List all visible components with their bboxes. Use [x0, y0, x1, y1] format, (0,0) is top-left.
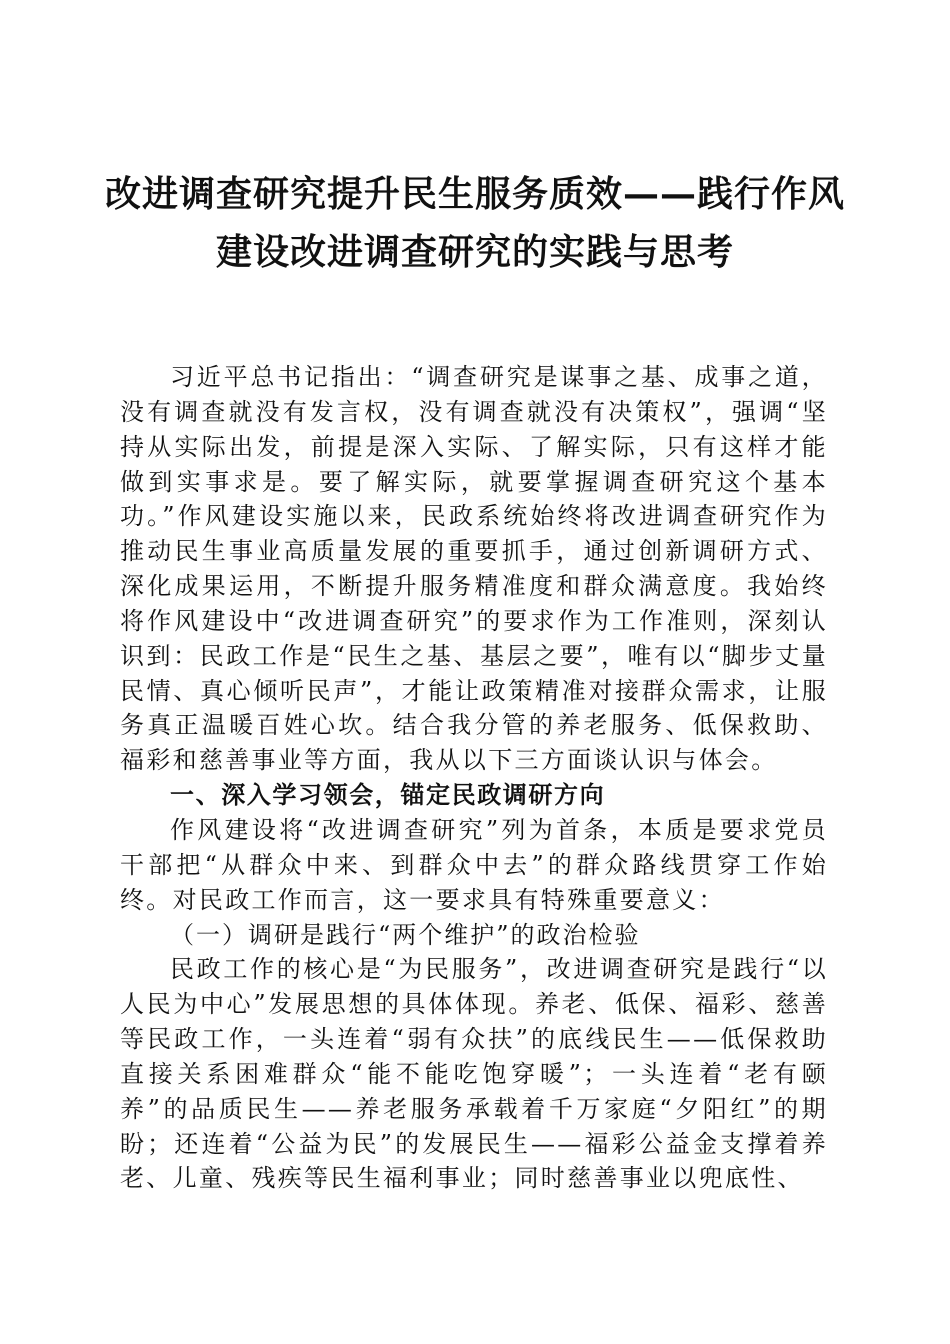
section-1-paragraph: 作风建设将“改进调查研究”列为首条，本质是要求党员干部把“从群众中来、到群众中去”的群众路线贯穿工作始终。对民政工作而言，这一要求具有特殊重要意义： [120, 815, 828, 914]
subsection-heading-1: （一）调研是践行“两个维护”的政治检验 [170, 920, 641, 949]
intro-paragraph: 习近平总书记指出：“调查研究是谋事之基、成事之道，没有调查就没有发言权，没有调查就没有决策权”，强调“坚持从实际出发，前提是深入实际、了解实际，只有这样才能做到实事求是。要了解实际，就要掌握调查研究这个基本功。”作风建设实施以来，民政系统始终将改进调查研究作为推动民生事业高质量发展的重要抓手，通过创新调研方式、深化成果运用，不断提升服务精准度和群众满意度。我始终将作风建设中“改进调查研究”的要求作为工作准则，深刻认识到：民政工作是“民生之基、基层之要”，唯有以“脚步丈量民情、真心倾听民声”，才能让政策精准对接群众需求，让服务真正温暖百姓心坎。结合我分管的养老服务、低保救助、福彩和慈善事业等方面，我从以下三方面谈认识与体会。 [120, 363, 828, 775]
document-title [95, 165, 855, 281]
title-line-1: 改进调查研究提升民生服务质效——践行作风 [104, 173, 845, 215]
document-body [120, 360, 828, 1196]
title-line-2: 建设改进调查研究的实践与思考 [215, 231, 734, 273]
subsection-1-paragraph: 民政工作的核心是“为民服务”，改进调查研究是践行“以人民为中心”发展思想的具体体现。养老、低保、福彩、慈善等民政工作，一头连着“弱有众扶”的底线民生——低保救助直接关系困难群众“能不能吃饱穿暖”；一头连着“老有颐养”的品质民生——养老服务承载着千万家庭“夕阳红”的期盼；还连着“公益为民”的发展民生——福彩公益金支撑着养老、儿童、残疾等民生福利事业；同时慈善事业以兜底性、 [120, 955, 828, 1193]
section-heading-1: 一、深入学习领会，锚定民政调研方向 [170, 781, 606, 810]
